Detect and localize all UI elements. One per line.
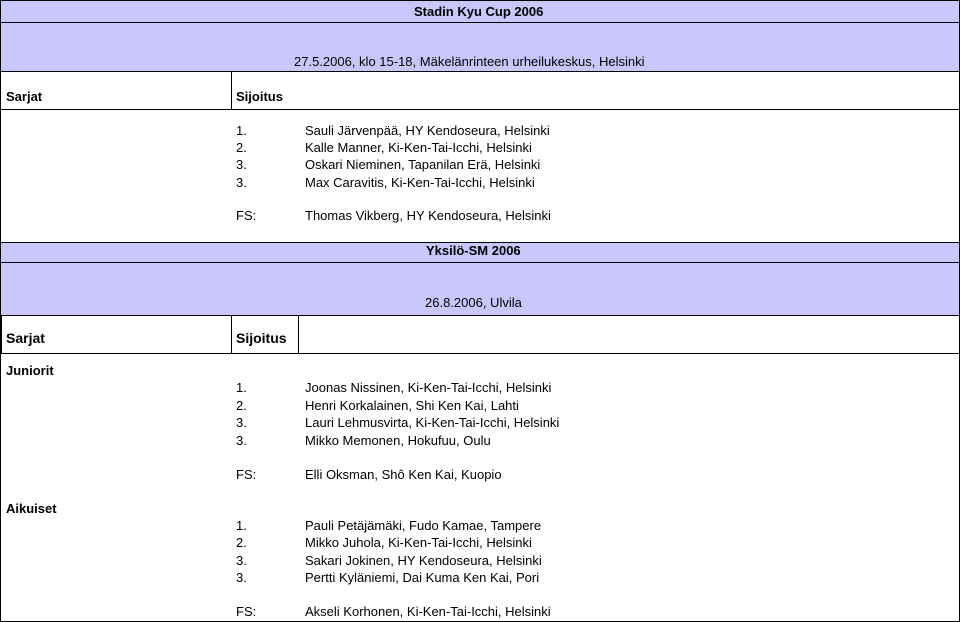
event-title-2: Yksilö-SM 2006 xyxy=(426,243,521,258)
result-place: 2. xyxy=(236,140,247,155)
event-subtitle-1: 27.5.2006, klo 15-18, Mäkelänrinteen urheilukeskus, Helsinki xyxy=(294,54,645,69)
result-place: 2. xyxy=(236,535,247,550)
result-place: 3. xyxy=(236,553,247,568)
result-place: 2. xyxy=(236,398,247,413)
column-header-series: Sarjat xyxy=(6,330,45,346)
result-name: Max Caravitis, Ki-Ken-Tai-Icchi, Helsinki xyxy=(305,175,535,190)
result-name: Henri Korkalainen, Shi Ken Kai, Lahti xyxy=(305,398,519,413)
result-place: 3. xyxy=(236,570,247,585)
fighting-spirit-name: Thomas Vikberg, HY Kendoseura, Helsinki xyxy=(305,208,551,223)
category-label-juniors: Juniorit xyxy=(6,363,54,378)
header-divider-2 xyxy=(1,262,959,263)
header-band-1 xyxy=(0,0,960,72)
result-name: Kalle Manner, Ki-Ken-Tai-Icchi, Helsinki xyxy=(305,140,532,155)
result-name: Pauli Petäjämäki, Fudo Kamae, Tampere xyxy=(305,518,542,533)
fighting-spirit-name: Elli Oksman, Shô Ken Kai, Kuopio xyxy=(305,467,502,482)
column-header-placing: Sijoitus xyxy=(236,330,287,346)
header-band-2 xyxy=(0,242,960,316)
category-label-adults: Aikuiset xyxy=(6,501,57,516)
result-name: Joonas Nissinen, Ki-Ken-Tai-Icchi, Helsinki xyxy=(305,380,552,395)
event-subtitle-2: 26.8.2006, Ulvila xyxy=(425,295,522,310)
result-name: Mikko Memonen, Hokufuu, Oulu xyxy=(305,433,491,448)
fighting-spirit-label: FS: xyxy=(236,467,257,482)
result-name: Sakari Jokinen, HY Kendoseura, Helsinki xyxy=(305,553,542,568)
result-name: Lauri Lehmusvirta, Ki-Ken-Tai-Icchi, Helsinki xyxy=(305,415,560,430)
result-place: 1. xyxy=(236,380,247,395)
result-place: 3. xyxy=(236,433,247,448)
result-place: 1. xyxy=(236,518,247,533)
fighting-spirit-label: FS: xyxy=(236,604,257,619)
result-place: 1. xyxy=(236,123,247,138)
result-place: 3. xyxy=(236,175,247,190)
fighting-spirit-label: FS: xyxy=(236,208,257,223)
result-place: 3. xyxy=(236,415,247,430)
event-section-1 xyxy=(0,72,960,242)
event-title-1: Stadin Kyu Cup 2006 xyxy=(414,4,544,19)
result-name: Mikko Juhola, Ki-Ken-Tai-Icchi, Helsinki xyxy=(305,535,532,550)
column-header-placing: Sijoitus xyxy=(236,89,283,104)
event-section-2 xyxy=(0,316,960,622)
fighting-spirit-name: Akseli Korhonen, Ki-Ken-Tai-Icchi, Helsinki xyxy=(305,604,551,619)
result-place: 3. xyxy=(236,157,247,172)
result-name: Oskari Nieminen, Tapanilan Erä, Helsinki xyxy=(305,157,541,172)
result-name: Pertti Kyläniemi, Dai Kuma Ken Kai, Pori xyxy=(305,570,540,585)
column-header-series: Sarjat xyxy=(6,89,43,104)
header-divider-1 xyxy=(1,22,959,23)
result-name: Sauli Järvenpää, HY Kendoseura, Helsinki xyxy=(305,123,550,138)
